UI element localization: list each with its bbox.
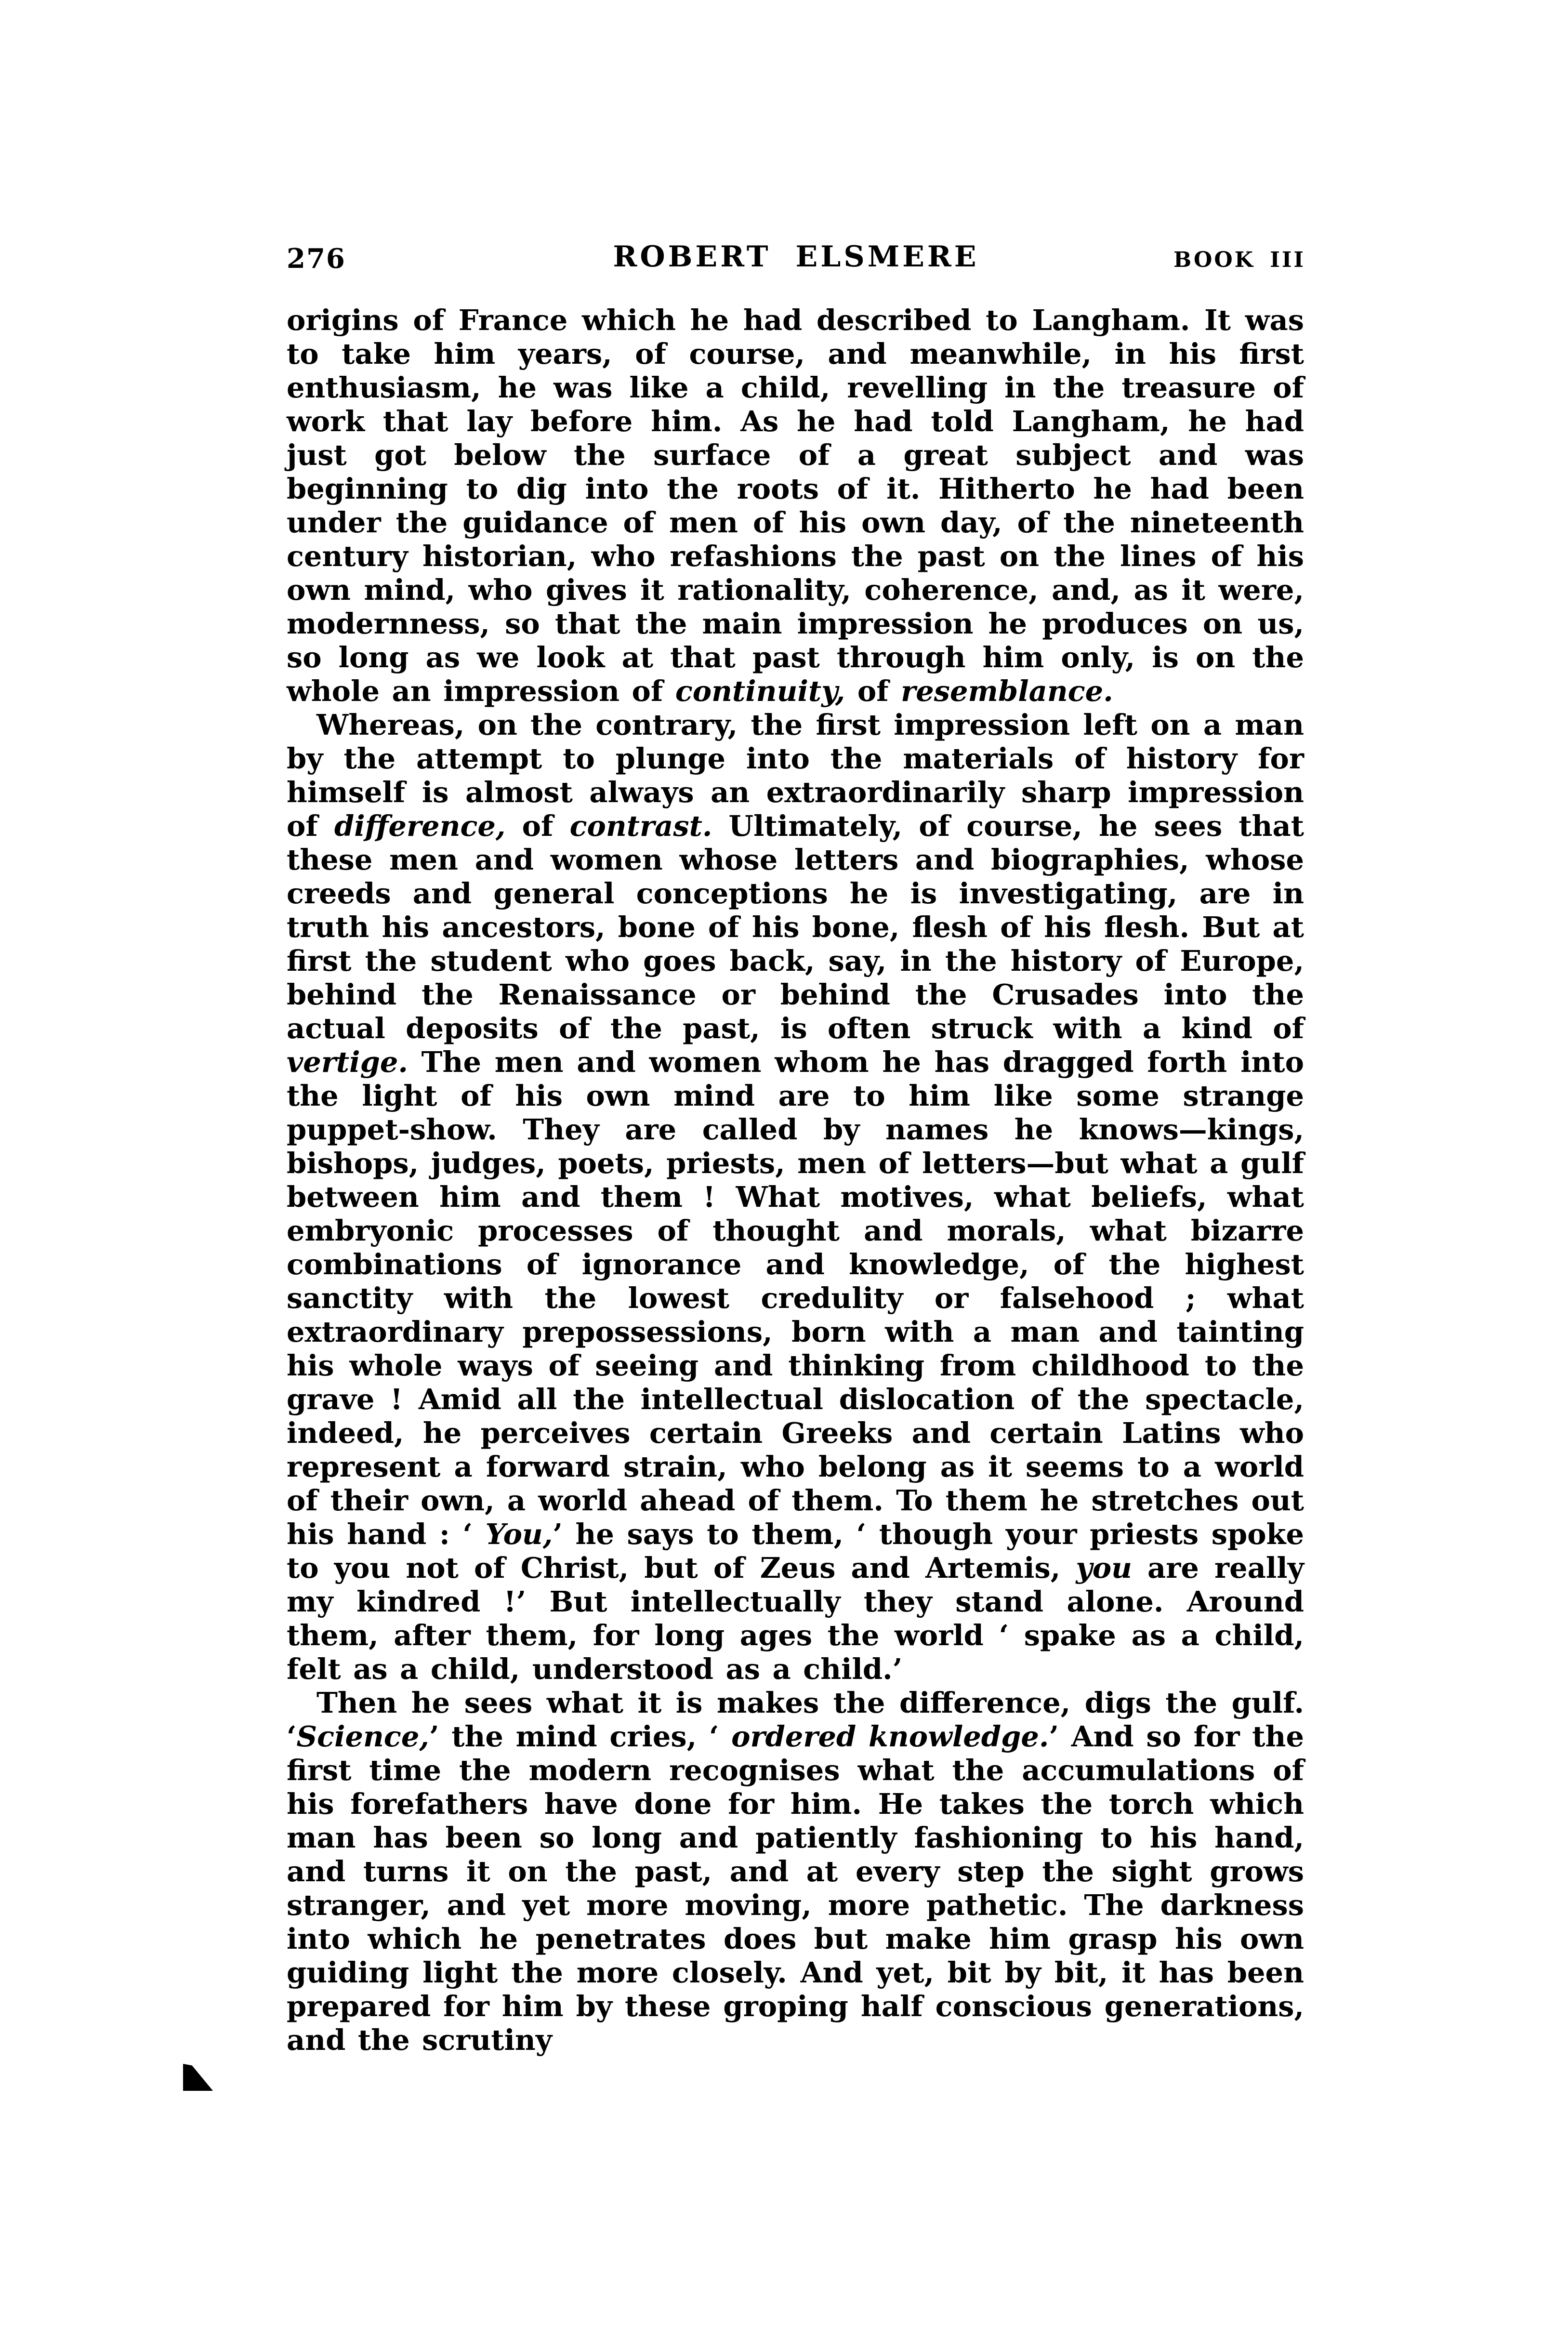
- text-run: of: [845, 674, 901, 708]
- text-run-italic: you: [1076, 1551, 1132, 1584]
- text-run-italic: ordered knowledge.: [731, 1720, 1049, 1753]
- text-run: ’ And so for the first time the modern recognises what the accumulations of his forefathers have done for him. He takes the torch which man has been so long and patiently fashioning to his hand, and turns it on the past, and at every step the sight grows stranger, and yet more moving, more pathetic. The darkness into which he penetrates does but make him grasp his own guiding light the more closely. And yet, bit by bit, it has been prepared for him by these groping half conscious generations, and the scrutiny: [287, 1720, 1304, 2057]
- text-run: of: [505, 809, 570, 843]
- paragraph: [287, 1686, 1304, 2057]
- text-run-italic: contrast.: [569, 809, 712, 843]
- text-run-italic: difference,: [334, 809, 506, 843]
- text-run-italic: resemblance.: [901, 674, 1113, 708]
- text-run-italic: Science,: [296, 1720, 429, 1753]
- text-run: ’ he says to them, ‘ though your priests spoke to you not of Christ, but of Zeus and Artemis,: [287, 1518, 1304, 1584]
- text-run-italic: You,: [485, 1518, 553, 1551]
- text-run-italic: continuity,: [675, 674, 845, 708]
- text-run-italic: vertige.: [287, 1045, 408, 1079]
- text-run: The men and women whom he has dragged forth into the light of his own mind are to him like some strange puppet-show. They are called by names he knows—kings, bishops, judges, poets, priests, men of letters—but what a gulf between him and them ! What motives, what beliefs, what embryonic processes of thought and morals, what bizarre combinations of ignorance and knowledge, of the highest sanctity with the lowest credulity or falsehood ; what extraordinary prepossessions, born with a man and tainting his whole ways of seeing and thinking from childhood to the grave ! Amid all the intellectual dislocation of the spectacle, indeed, he perceives certain Greeks and certain Latins who represent a forward strain, who belong as it seems to a world of their own, a world ahead of them. To them he stretches out his hand : ‘: [287, 1045, 1304, 1551]
- text-run: are really my kindred !’ But intellectually they stand alone. Around them, after them, for long ages the world ‘ spake as a child, felt as a child, understood as a child.’: [287, 1551, 1304, 1686]
- text-run: Whereas, on the contrary, the first impression left on a man by the attempt to plunge into the materials of history for himself is almost always an extraordinarily sharp impression of: [287, 708, 1304, 843]
- book-section-label: BOOK III: [1173, 248, 1305, 272]
- page-header: [287, 240, 1305, 278]
- page-body: [287, 304, 1304, 2057]
- text-run: ’ the mind cries, ‘: [429, 1720, 732, 1753]
- text-run: origins of France which he had described to Langham. It was to take him years, of course, and meanwhile, in his first enthusiasm, he was like a child, revelling in the treasure of work that lay before him. As he had told Langham, he had just got below the surface of a great subject and was beginning to dig into the roots of it. Hitherto he had been under the guidance of men of his own day, of the nineteenth century historian, who refashions the past on the lines of his own mind, who gives it rationality, coherence, and, as it were, modernness, so that the main impression he produces on us, so long as we look at that past through him only, is on the whole an impression of: [287, 304, 1304, 708]
- page-number: 276: [287, 243, 346, 275]
- text-run: Then he sees what it is makes the difference, digs the gulf. ‘: [287, 1686, 1304, 1753]
- text-run: Ultimately, of course, he sees that these men and women whose letters and biographies, whose creeds and general conceptions he is investigating, are in truth his ancestors, bone of his bone, flesh of his flesh. But at first the student who goes back, say, in the history of Europe, behind the Renaissance or behind the Crusades into the actual deposits of the past, is often struck with a kind of: [287, 809, 1304, 1045]
- ink-blot-artifact: [183, 2064, 213, 2091]
- paragraph: [287, 304, 1304, 708]
- paragraph: [287, 708, 1304, 1686]
- running-title: ROBERT ELSMERE: [613, 240, 979, 274]
